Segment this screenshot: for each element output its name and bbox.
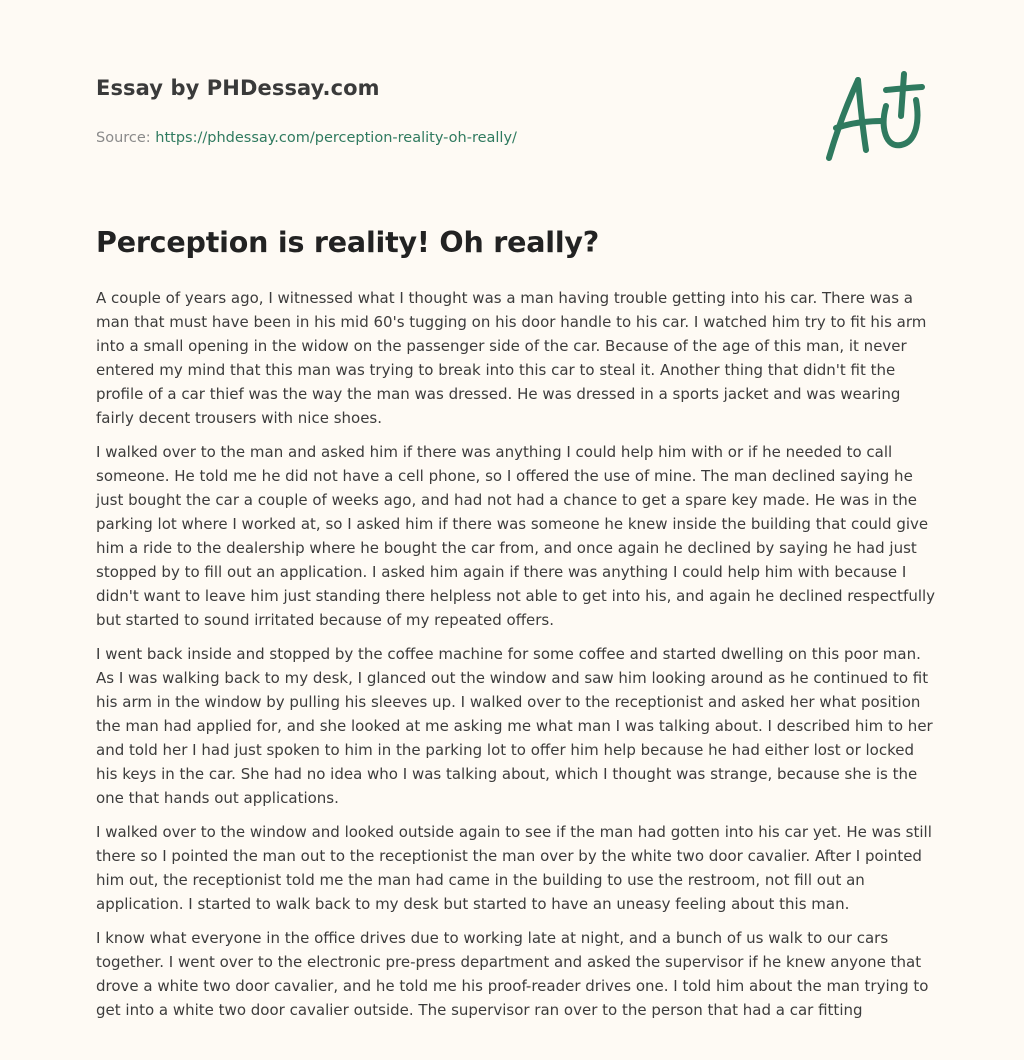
essay-title: Perception is reality! Oh really?	[96, 226, 600, 259]
essay-paragraph: I walked over to the window and looked outside again to see if the man had gotten into his car yet. He was still there so I pointed the man out to the receptionist the man over by the white two door cavalier. After I pointed him out, the receptionist told me the man had came in the building to use the restroom, not fill out an application. I started to walk back to my desk but started to have an uneasy feeling about this man.	[96, 823, 932, 913]
essay-paragraph: I went back inside and stopped by the coffee machine for some coffee and started dwelling on this poor man. As I was walking back to my desk, I glanced out the window and saw him looking around as he continued to fit his arm in the window by pulling his sleeves up. I walked over to the receptionist and asked her what position the man had applied for, and she looked at me asking me what man I was talking about. I described him to her and told her I had just spoken to him in the parking lot to offer him help because he had either lost or locked his keys in the car. She had no idea who I was talking about, which I thought was strange, because she is the one that hands out applications.	[96, 645, 933, 807]
a-plus-logo-icon	[818, 66, 928, 166]
source-line	[96, 130, 796, 146]
essay-header	[96, 76, 796, 146]
essay-paragraph: A couple of years ago, I witnessed what I thought was a man having trouble getting into his car. There was a man that must have been in his mid 60's tugging on his door handle to his car. I watched him try to fit his arm into a small opening in the widow on the passenger side of the car. Because of the age of this man, it never entered my mind that this man was trying to break into this car to steal it. Another thing that didn't fit the profile of a car thief was the way the man was dressed. He was dressed in a sports jacket and was wearing fairly decent trousers with nice shoes.	[96, 289, 927, 427]
essay-paragraph: I walked over to the man and asked him if there was anything I could help him with or if he needed to call someone. He told me he did not have a cell phone, so I offered the use of mine. The man declined saying he just bought the car a couple of weeks ago, and had not had a chance to get a spare key made. He was in the parking lot where I worked at, so I asked him if there was someone he knew inside the building that could give him a ride to the dealership where he bought the car from, and once again he declined by saying he had just stopped by to fill out an application. I asked him again if there was anything I could help him with because I didn't want to leave him just standing there helpless not able to get into his, and again he declined respectfully but started to sound irritated because of my repeated offers.	[96, 443, 936, 629]
source-link[interactable]: https://phdessay.com/perception-reality-oh-really/	[155, 130, 517, 146]
essay-body	[96, 286, 936, 1032]
essay-paragraph: I know what everyone in the office drives due to working late at night, and a bunch of us walk to our cars together. I went over to the electronic pre-press department and asked the supervisor if he knew anyone that drove a white two door cavalier, and he told me his proof-reader drives one. I told him about the man trying to get into a white two door cavalier outside. The supervisor ran over to the person that had a car fitting	[96, 929, 929, 1019]
source-label: Source:	[96, 130, 151, 146]
site-title: Essay by PHDessay.com	[96, 76, 380, 100]
